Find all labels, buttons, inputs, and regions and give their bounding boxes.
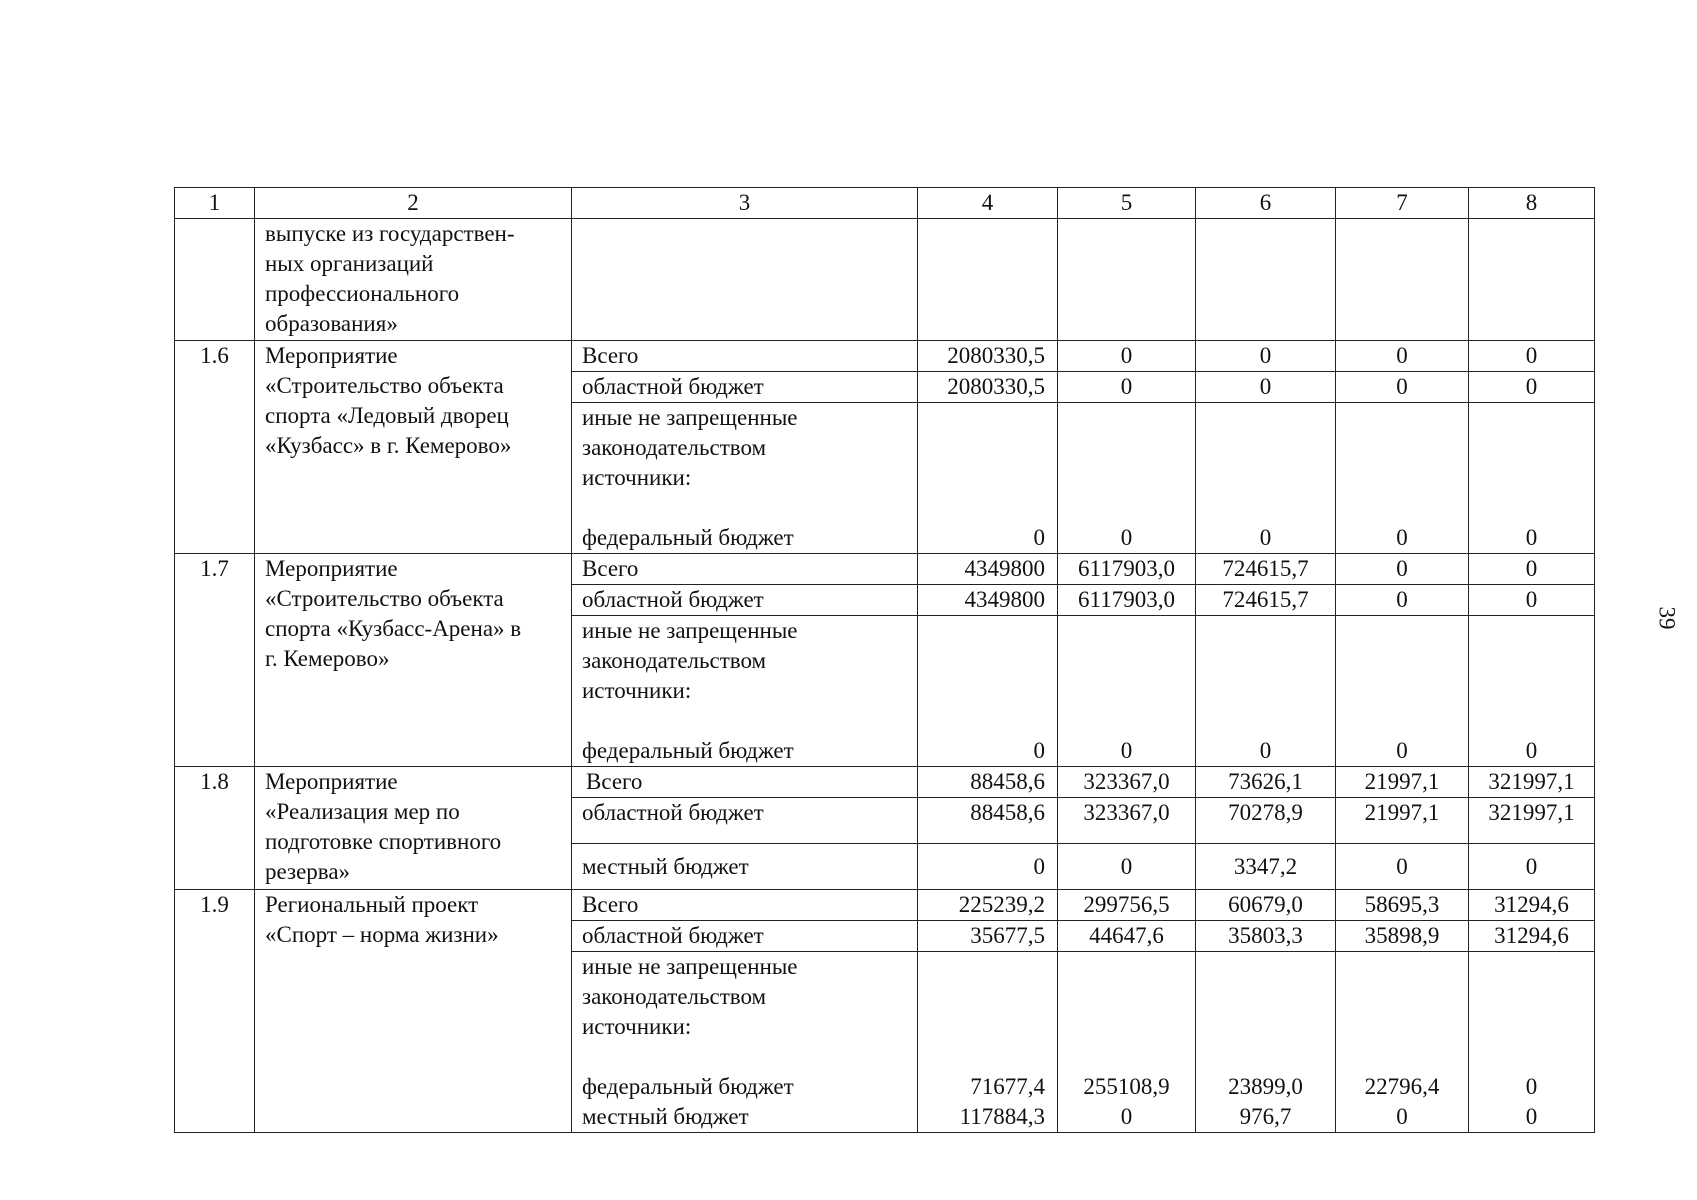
value-cell: 4349800 [918, 585, 1058, 616]
activity-name-line: резерва» [265, 859, 351, 884]
source-label: федеральный бюджет [582, 1074, 794, 1099]
value-cell [918, 403, 1058, 554]
activity-name-cell [255, 767, 572, 890]
source-label: источники: [582, 678, 692, 703]
value: 0 [1396, 525, 1408, 550]
value-cell: 299756,5 [1058, 890, 1196, 921]
source-cell [572, 952, 918, 1133]
table-row [175, 890, 1595, 921]
value-cell: 73626,1 [1196, 767, 1336, 798]
source-label: законодательством [582, 984, 767, 1009]
value-cell: 724615,7 [1196, 554, 1336, 585]
value-cell [1336, 616, 1469, 767]
source-label: Всего [572, 341, 918, 372]
value: 0 [1259, 738, 1272, 763]
activity-name-line: спорта «Кузбасс-Арена» в [265, 616, 522, 641]
value: 23899,0 [1228, 1074, 1303, 1099]
value-cell: 21997,1 [1336, 798, 1469, 844]
source-label: законодательством [582, 435, 767, 460]
row-index-cell [175, 219, 255, 341]
value-cell: 2080330,5 [918, 341, 1058, 372]
value-cell: 0 [1469, 554, 1595, 585]
value-cell [918, 952, 1058, 1133]
value-cell: 0 [1336, 844, 1469, 890]
value-cell [1469, 952, 1595, 1133]
value-cell: 0 [1336, 341, 1469, 372]
value-cell: 0 [1469, 844, 1595, 890]
value-cell [1469, 219, 1595, 341]
row-index: 1.6 [175, 341, 255, 554]
value-cell [1058, 952, 1196, 1133]
source-label: источники: [582, 465, 692, 490]
value-cell [1196, 952, 1336, 1133]
column-number-row [175, 188, 1595, 219]
activity-name-cell [255, 219, 572, 341]
column-number: 4 [918, 188, 1058, 219]
value: 0 [1525, 738, 1538, 763]
activity-name-line: подготовке спортивного [265, 829, 502, 854]
source-label: источники: [582, 1014, 692, 1039]
source-label: местный бюджет [582, 1104, 749, 1129]
activity-name-line: «Строительство объекта [265, 373, 504, 398]
source-label: иные не запрещенные [582, 954, 798, 979]
table-row [175, 341, 1595, 372]
value-cell: 724615,7 [1196, 585, 1336, 616]
table-row [175, 219, 1595, 341]
source-label: областной бюджет [572, 585, 918, 616]
value-cell [1196, 219, 1336, 341]
value: 255108,9 [1083, 1074, 1170, 1099]
value: 0 [1525, 525, 1538, 550]
value-cell: 0 [1469, 341, 1595, 372]
source-cell [572, 616, 918, 767]
value-cell: 0 [1196, 341, 1336, 372]
activity-name-line: профессионального [265, 281, 460, 306]
value-cell: 21997,1 [1336, 767, 1469, 798]
value-cell: 0 [1196, 372, 1336, 403]
value: 0 [1033, 525, 1045, 550]
value: 0 [1396, 738, 1408, 763]
value-cell: 321997,1 [1469, 767, 1595, 798]
column-number: 2 [255, 188, 572, 219]
source-label: областной бюджет [572, 372, 918, 403]
activity-name-line: спорта «Ледовый дворец [265, 403, 509, 428]
value-cell: 88458,6 [918, 767, 1058, 798]
value-cell: 35803,3 [1196, 921, 1336, 952]
value: 0 [1396, 1104, 1408, 1129]
value-cell: 44647,6 [1058, 921, 1196, 952]
row-index: 1.8 [175, 767, 255, 890]
value-cell [1196, 403, 1336, 554]
value: 0 [1525, 1074, 1538, 1099]
value-cell [1058, 403, 1196, 554]
value-cell: 0 [1336, 372, 1469, 403]
value-cell: 35898,9 [1336, 921, 1469, 952]
value-cell: 0 [1336, 554, 1469, 585]
source-label: иные не запрещенные [582, 405, 798, 430]
source-cell [572, 403, 918, 554]
activity-name-line: образования» [265, 311, 398, 336]
value: 976,7 [1239, 1104, 1292, 1129]
column-number: 8 [1469, 188, 1595, 219]
value-cell [1336, 403, 1469, 554]
value-cell: 0 [1469, 585, 1595, 616]
value-cell [1336, 952, 1469, 1133]
budget-table [174, 187, 1595, 1133]
page-number: 39 [1654, 606, 1680, 630]
value-cell: 31294,6 [1469, 921, 1595, 952]
activity-name-line: «Кузбасс» в г. Кемерово» [265, 433, 512, 458]
value-cell [918, 616, 1058, 767]
value-cell: 0 [1336, 585, 1469, 616]
value-cell: 0 [1058, 372, 1196, 403]
value-cell: 225239,2 [918, 890, 1058, 921]
value-cell: 60679,0 [1196, 890, 1336, 921]
activity-name-line: «Реализация мер по [265, 799, 460, 824]
value: 0 [1525, 1104, 1538, 1129]
activity-name-line: «Спорт – норма жизни» [265, 922, 499, 947]
activity-name-cell [255, 341, 572, 554]
value-cell: 3347,2 [1196, 844, 1336, 890]
activity-name-cell [255, 554, 572, 767]
source-label: областной бюджет [572, 921, 918, 952]
value-cell: 31294,6 [1469, 890, 1595, 921]
value-cell [918, 219, 1058, 341]
value-cell: 6117903,0 [1058, 585, 1196, 616]
value-cell: 2080330,5 [918, 372, 1058, 403]
table-row [175, 554, 1595, 585]
activity-name-line: «Строительство объекта [265, 586, 504, 611]
source-cell [572, 219, 918, 341]
source-label: Всего [572, 767, 918, 798]
value-cell: 70278,9 [1196, 798, 1336, 844]
activity-name-line: Региональный проект [265, 892, 479, 917]
activity-name-line: ных организаций [265, 251, 434, 276]
source-label: Всего [572, 890, 918, 921]
value-cell: 323367,0 [1058, 767, 1196, 798]
value: 0 [1033, 738, 1045, 763]
row-index: 1.7 [175, 554, 255, 767]
value-cell: 35677,5 [918, 921, 1058, 952]
column-number: 7 [1336, 188, 1469, 219]
activity-name-line: г. Кемерово» [265, 646, 390, 671]
activity-name-cell [255, 890, 572, 1133]
value-cell: 4349800 [918, 554, 1058, 585]
column-number: 5 [1058, 188, 1196, 219]
source-label: областной бюджет [572, 798, 918, 844]
value: 0 [1259, 525, 1272, 550]
activity-name-line: выпуске из государствен- [265, 221, 515, 246]
value: 0 [1120, 738, 1133, 763]
value-cell: 321997,1 [1469, 798, 1595, 844]
value-cell: 0 [1058, 341, 1196, 372]
value: 22796,4 [1364, 1074, 1440, 1099]
value-cell: 323367,0 [1058, 798, 1196, 844]
value-cell: 58695,3 [1336, 890, 1469, 921]
table-row [175, 767, 1595, 798]
source-label: Всего [572, 554, 918, 585]
value: 0 [1120, 525, 1133, 550]
value-cell [1469, 403, 1595, 554]
value-cell [1058, 219, 1196, 341]
column-number: 3 [572, 188, 918, 219]
activity-name-line: Мероприятие [265, 769, 398, 794]
value-cell: 0 [1469, 372, 1595, 403]
value-cell: 6117903,0 [1058, 554, 1196, 585]
value-cell: 0 [918, 844, 1058, 890]
value-cell [1469, 616, 1595, 767]
source-label: иные не запрещенные [582, 618, 798, 643]
value: 117884,3 [959, 1104, 1045, 1129]
source-label: федеральный бюджет [582, 738, 794, 763]
row-index: 1.9 [175, 890, 255, 1133]
source-label: местный бюджет [572, 844, 918, 890]
value-cell: 88458,6 [918, 798, 1058, 844]
value-cell [1196, 616, 1336, 767]
source-label: законодательством [582, 648, 767, 673]
value-cell: 0 [1058, 844, 1196, 890]
value-cell [1058, 616, 1196, 767]
value: 0 [1120, 1104, 1133, 1129]
column-number: 6 [1196, 188, 1336, 219]
source-label: федеральный бюджет [582, 525, 794, 550]
value-cell [1336, 219, 1469, 341]
activity-name-line: Мероприятие [265, 343, 398, 368]
value: 71677,4 [970, 1074, 1045, 1099]
column-number: 1 [175, 188, 255, 219]
activity-name-line: Мероприятие [265, 556, 398, 581]
